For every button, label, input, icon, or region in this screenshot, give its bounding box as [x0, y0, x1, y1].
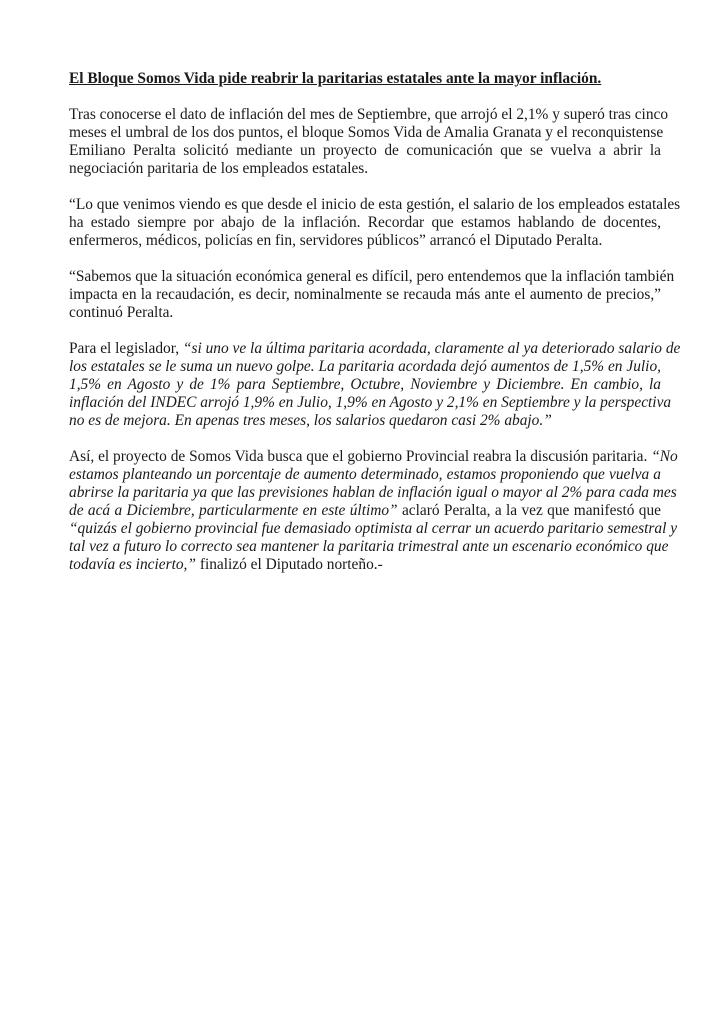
- plain-text: aclaró Peralta, a la vez que manifestó que: [397, 502, 661, 519]
- paragraph-line: Emiliano Peralta solicitó mediante un proyecto de comunicación que se vuelva a abrir la: [69, 142, 661, 159]
- paragraph-line: impacta en la recaudación, es decir, nominalmente se recauda más ante el aumento de precios,”: [69, 286, 661, 303]
- paragraph-line: no es de mejora. En apenas tres meses, los salarios quedaron casi 2% abajo.”: [69, 412, 552, 429]
- paragraph-line: “Lo que venimos viendo es que desde el inicio de esta gestión, el salario de los empleados estatales: [69, 196, 681, 213]
- paragraph-line: tal vez a futuro lo correcto sea mantener la paritaria trimestral ante un escenario económico que: [69, 538, 669, 555]
- paragraph-3: [69, 268, 675, 322]
- quote-text: “si uno ve la última paritaria acordada, claramente al ya deteriorado salario de: [182, 340, 681, 357]
- title-period: .: [597, 70, 602, 87]
- paragraph-line: continuó Peralta.: [69, 304, 174, 321]
- paragraph-line: meses el umbral de los dos puntos, el bloque Somos Vida de Amalia Granata y el reconquistense: [69, 124, 664, 141]
- plain-text: Para el legislador,: [69, 340, 183, 357]
- paragraph-line: los estatales se le suma un nuevo golpe. La paritaria acordada dejó aumentos de 1,5% en Julio,: [69, 358, 661, 375]
- plain-text: Así, el proyecto de Somos Vida busca que el gobierno Provincial reabra la discusión paritaria.: [69, 448, 652, 465]
- paragraph-4: [69, 340, 681, 430]
- paragraph-line: “quizás el gobierno provincial fue demasiado optimista al cerrar un acuerdo paritario semestral y: [69, 520, 678, 537]
- paragraph-2: [69, 196, 681, 250]
- paragraph-line: [69, 556, 661, 574]
- document-title: [69, 70, 661, 88]
- paragraph-line: “Sabemos que la situación económica general es difícil, pero entendemos que la inflación también: [69, 268, 675, 285]
- paragraph-line: Tras conocerse el dato de inflación del mes de Septiembre, que arrojó el 2,1% y superó tras cinco: [69, 106, 669, 123]
- paragraph-line: abrirse la paritaria ya que las previsiones hablan de inflación igual o mayor al 2% para cada mes: [69, 484, 677, 501]
- plain-text: finalizó el Diputado norteño.-: [195, 556, 383, 573]
- paragraph-line: 1,5% en Agosto y de 1% para Septiembre, Octubre, Noviembre y Diciembre. En cambio, la: [69, 376, 661, 393]
- quote-text: de acá a Diciembre, particularmente en este último”: [69, 502, 398, 519]
- paragraph-line: [69, 448, 678, 466]
- quote-text: “No: [651, 448, 678, 465]
- paragraph-line: enfermeros, médicos, policías en fin, servidores públicos” arrancó el Diputado Peralta.: [69, 232, 603, 249]
- document-page: [69, 70, 681, 592]
- paragraph-line: [69, 340, 681, 358]
- title-text: El Bloque Somos Vida pide reabrir la paritarias estatales ante la mayor inflación: [69, 70, 598, 87]
- paragraph-line: inflación del INDEC arrojó 1,9% en Julio, 1,9% en Agosto y 2,1% en Septiembre y la perspectiva: [69, 394, 672, 411]
- paragraph-1: [69, 106, 669, 178]
- paragraph-line: [69, 502, 661, 520]
- quote-text: todavía es incierto,”: [69, 556, 196, 573]
- paragraph-line: estamos planteando un porcentaje de aumento determinado, estamos proponiendo que vuelva a: [69, 466, 661, 483]
- paragraph-5: [69, 448, 678, 574]
- paragraph-line: negociación paritaria de los empleados estatales.: [69, 160, 369, 177]
- paragraph-line: ha estado siempre por abajo de la inflación. Recordar que estamos hablando de docentes,: [69, 214, 661, 231]
